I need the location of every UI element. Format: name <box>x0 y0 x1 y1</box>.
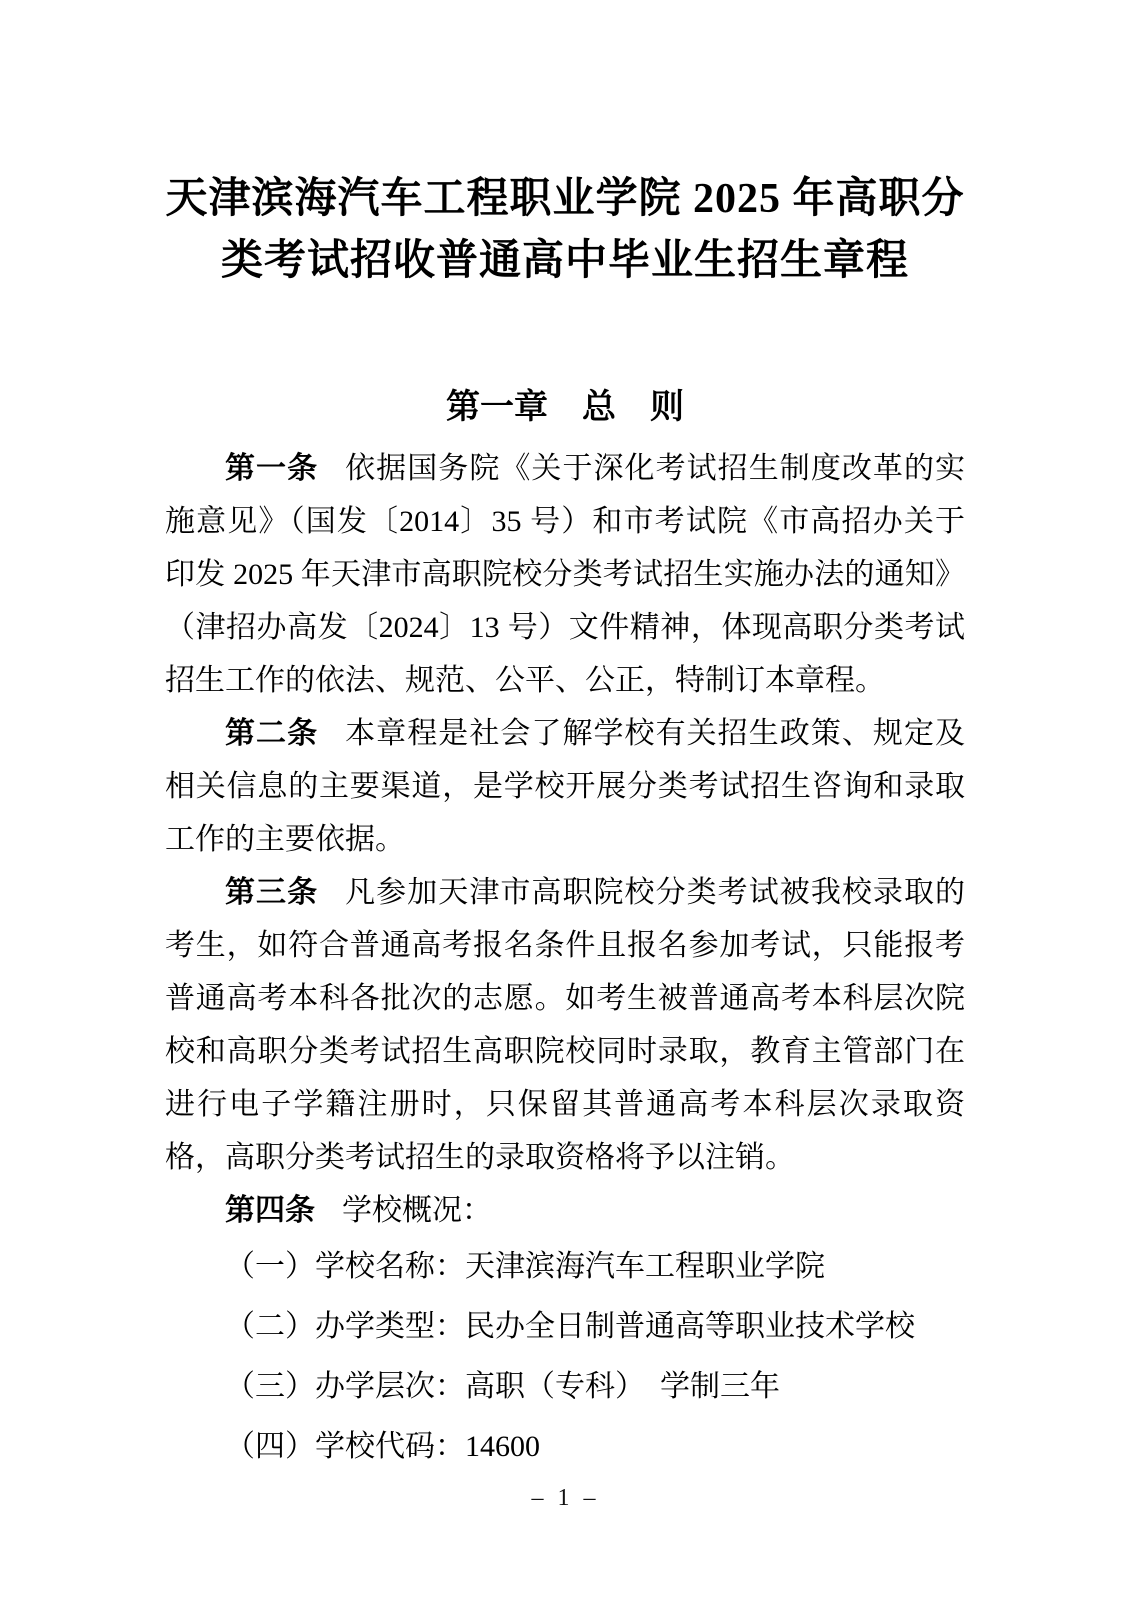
chapter-heading: 第一章 总 则 <box>446 389 684 426</box>
article-4-text: 学校概况： <box>342 1194 492 1227</box>
page-number: – 1 – <box>531 1485 600 1511</box>
document-title-line-1: 天津滨海汽车工程职业学院 2025 年高职分 <box>165 176 965 222</box>
document-body <box>165 442 965 1477</box>
paragraph-article-3 <box>165 866 965 1184</box>
article-3-number: 第三条 <box>225 876 319 909</box>
list-item-school-type: （二）办学类型：民办全日制普通高等职业技术学校 <box>225 1310 915 1343</box>
document-title-line-2: 类考试招收普通高中毕业生招生章程 <box>220 238 909 284</box>
article-4-number: 第四条 <box>225 1194 315 1227</box>
article-2-text: 本章程是社会了解学校有关招生政策、规定及相关信息的主要渠道，是学校开展分类考试招生咨询和录取工作的主要依据。 <box>165 717 966 856</box>
list-item-school-code: （四）学校代码：14600 <box>225 1430 540 1463</box>
list-item-education-level: （三）办学层次：高职（专科） 学制三年 <box>225 1370 780 1403</box>
article-1-number: 第一条 <box>225 452 319 485</box>
list-item-school-name: （一）学校名称：天津滨海汽车工程职业学院 <box>225 1250 825 1283</box>
article-1-text: 依据国务院《关于深化考试招生制度改革的实施意见》（国发〔2014〕35 号）和市考试院《市高招办关于印发 2025 年天津市高职院校分类考试招生实施办法的通知》（津招办高发〔2024〕13 号）文件精神，体现高职分类考试招生工作的依法、规范、公平、公正，特制订本章程。 <box>165 452 966 697</box>
document-title <box>165 168 965 292</box>
article-3-text: 凡参加天津市高职院校分类考试被我校录取的考生，如符合普通高考报名条件且报名参加考试，只能报考普通高考本科各批次的志愿。如考生被普通高考本科层次院校和高职分类考试招生高职院校同时录取，教育主管部门在进行电子学籍注册时，只保留其普通高考本科层次录取资格，高职分类考试招生的录取资格将予以注销。 <box>165 876 966 1174</box>
article-2-number: 第二条 <box>225 717 319 750</box>
paragraph-article-1 <box>165 442 965 707</box>
paragraph-article-2 <box>165 707 965 866</box>
paragraph-article-4 <box>165 1184 965 1237</box>
